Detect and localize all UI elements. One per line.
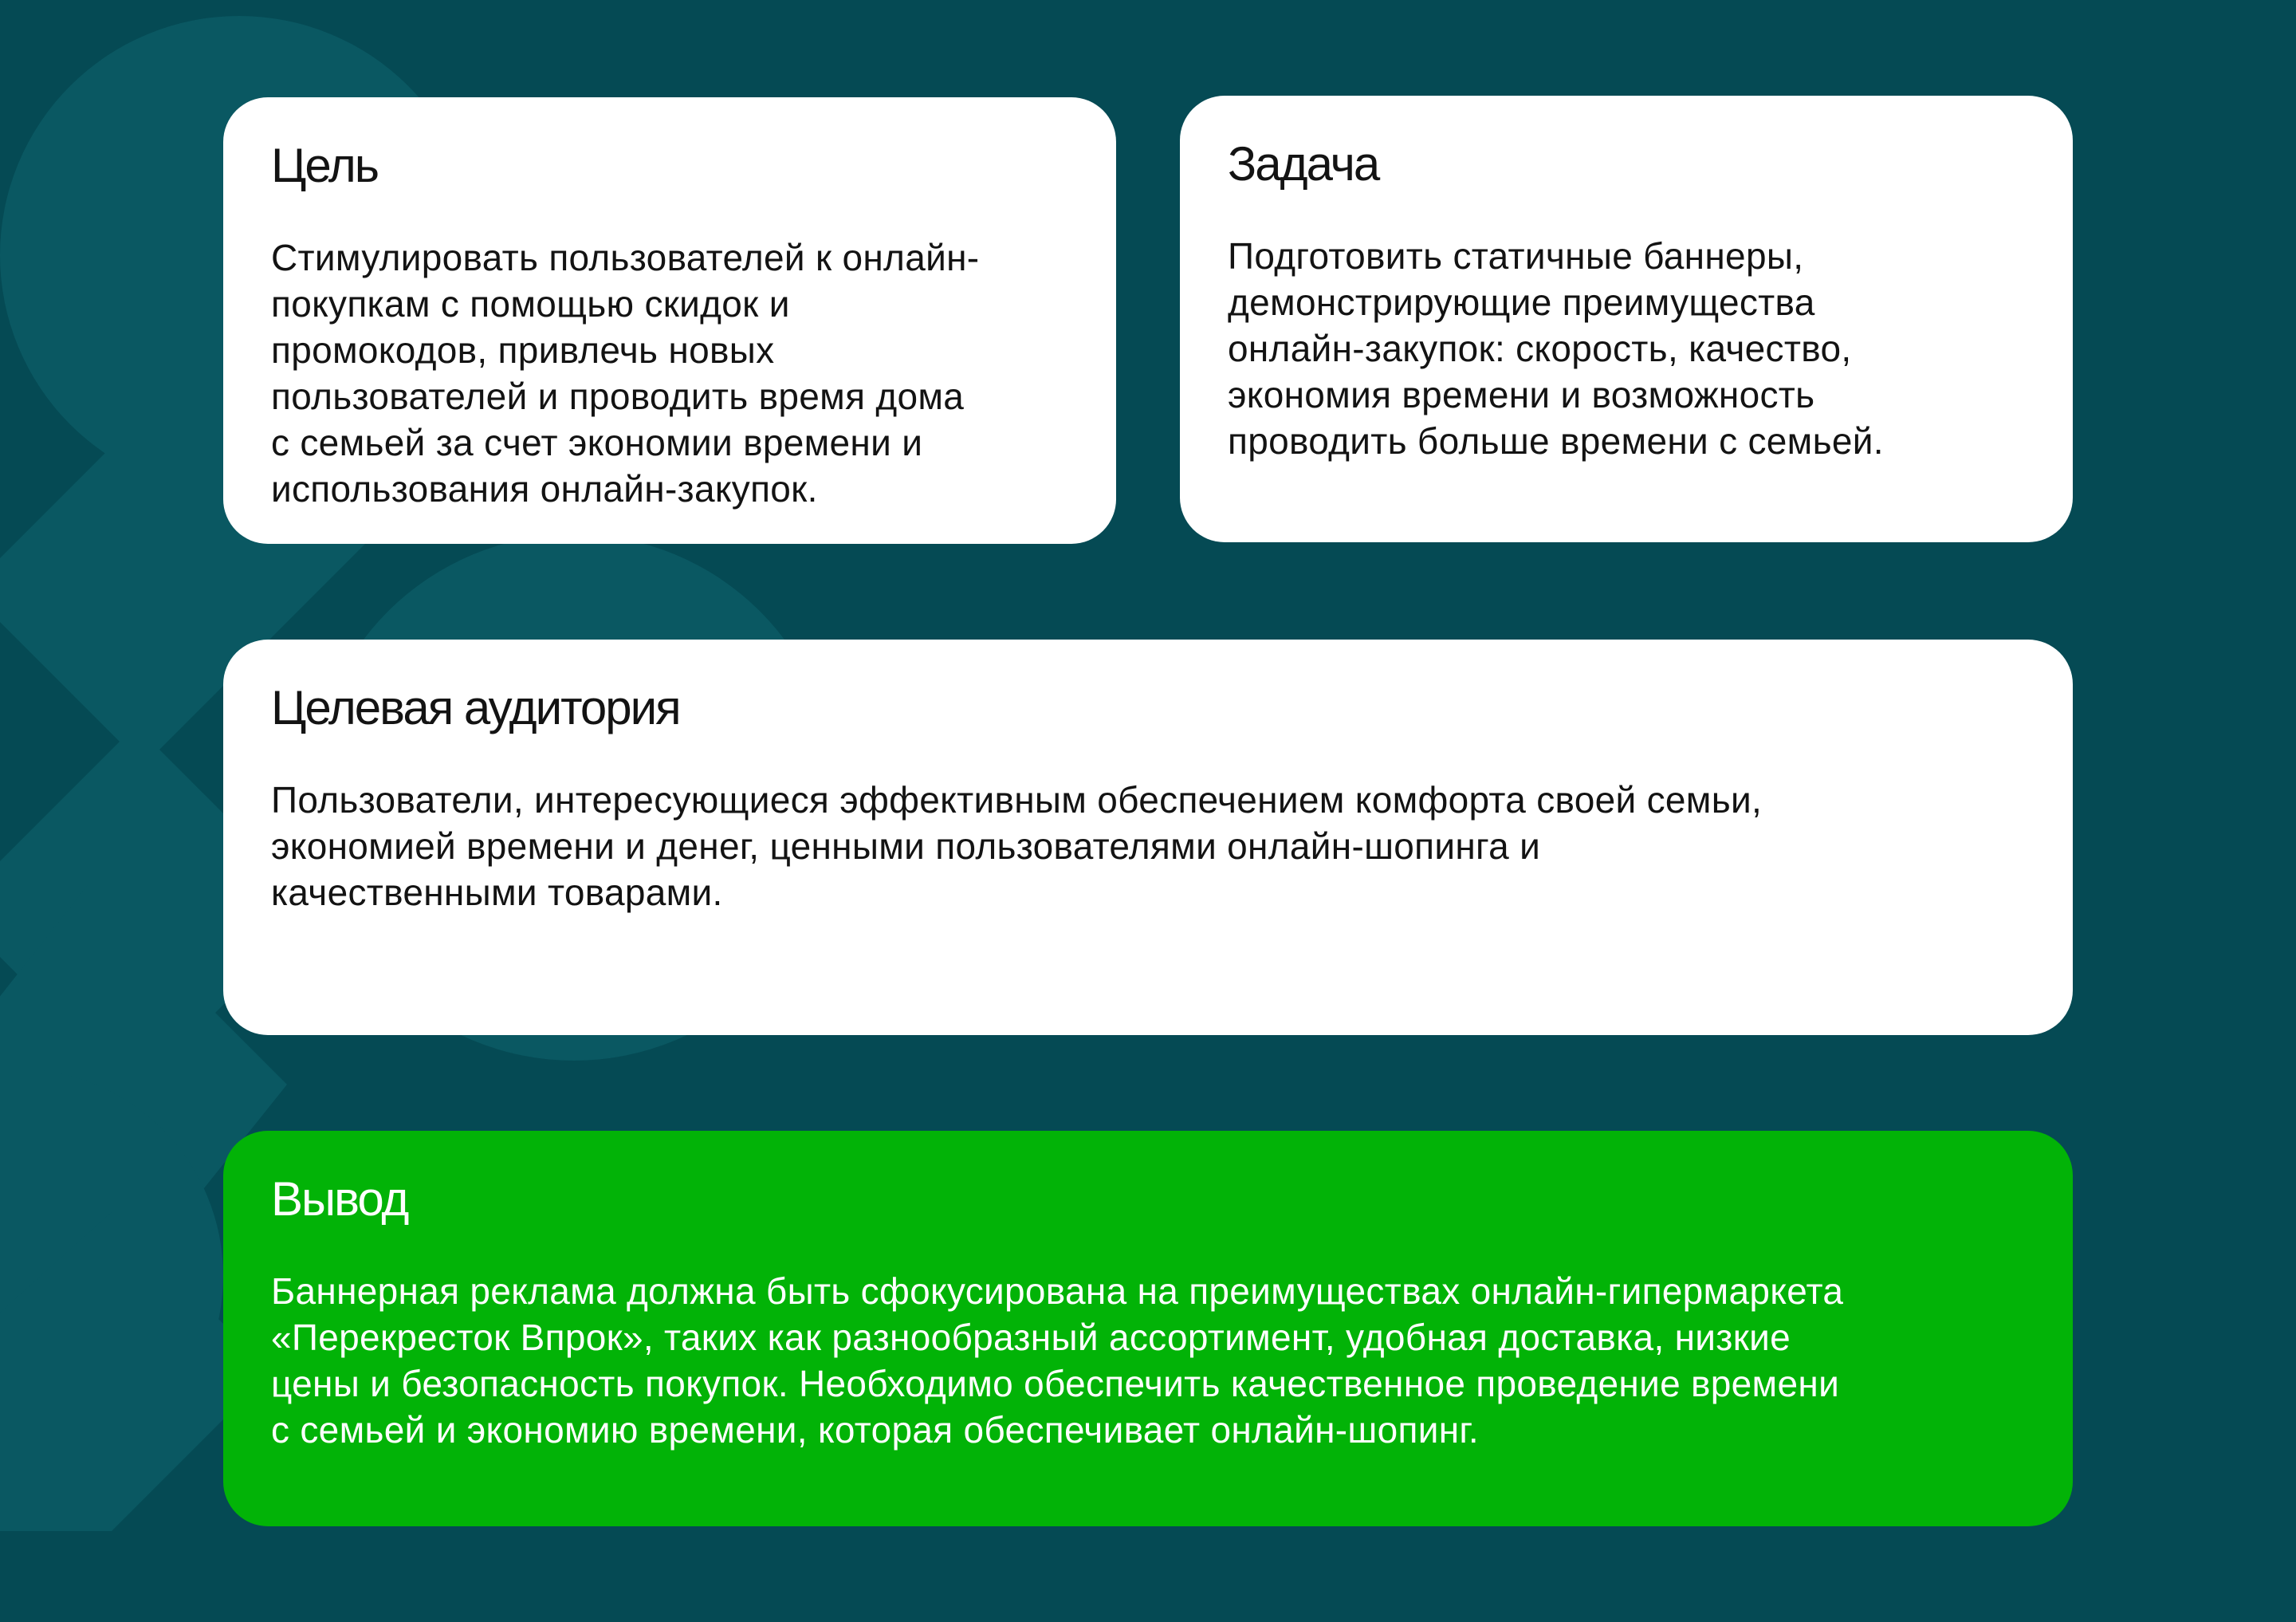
target-audience-text-line: качественными товарами. [271, 872, 723, 913]
conclusion-text-line: с семьей и экономию времени, которая обеспечивает онлайн-шопинг. [271, 1409, 1479, 1451]
task-text-line: проводить больше времени с семьей. [1228, 420, 1884, 462]
task-card [1180, 96, 2073, 542]
target-audience-text [271, 777, 2025, 915]
conclusion-text-line: цены и безопасность покупок. Необходимо обеспечить качественное проведение времени [271, 1363, 1840, 1404]
conclusion-title: Вывод [271, 1172, 408, 1226]
conclusion-text-line: «Перекресток Впрок», таких как разнообразный ассортимент, удобная доставка, низкие [271, 1317, 1791, 1358]
goal-text-line: промокодов, привлечь новых [271, 329, 775, 371]
task-title: Задача [1228, 137, 1379, 191]
target-audience-text-line: экономией времени и денег, ценными пользователями онлайн-шопинга и [271, 825, 1541, 867]
target-audience-title: Целевая аудитория [271, 681, 680, 734]
goal-title: Цель [271, 139, 379, 192]
goal-text-line: покупкам с помощью скидок и [271, 283, 790, 325]
task-text-line: онлайн-закупок: скорость, качество, [1228, 328, 1852, 369]
conclusion-text-line: Баннерная реклама должна быть сфокусирована на преимуществах онлайн-гипермаркета [271, 1270, 1844, 1312]
task-text-line: демонстрирующие преимущества [1228, 281, 1815, 323]
target-audience-text-line: Пользователи, интересующиеся эффективным обеспечением комфорта своей семьи, [271, 779, 1763, 821]
target-audience-card [223, 640, 2073, 1035]
goal-text [271, 234, 1068, 512]
conclusion-card [223, 1131, 2073, 1526]
goal-text-line: с семьей за счет экономии времени и [271, 422, 923, 463]
conclusion-text [271, 1268, 2025, 1453]
goal-text-line: Стимулировать пользователей к онлайн- [271, 237, 980, 278]
goal-text-line: пользователей и проводить время дома [271, 376, 965, 417]
goal-text-line: использования онлайн-закупок. [271, 468, 818, 510]
task-text-line: экономия времени и возможность [1228, 374, 1815, 415]
goal-card [223, 97, 1116, 544]
task-text [1228, 233, 2025, 464]
task-text-line: Подготовить статичные баннеры, [1228, 235, 1804, 277]
